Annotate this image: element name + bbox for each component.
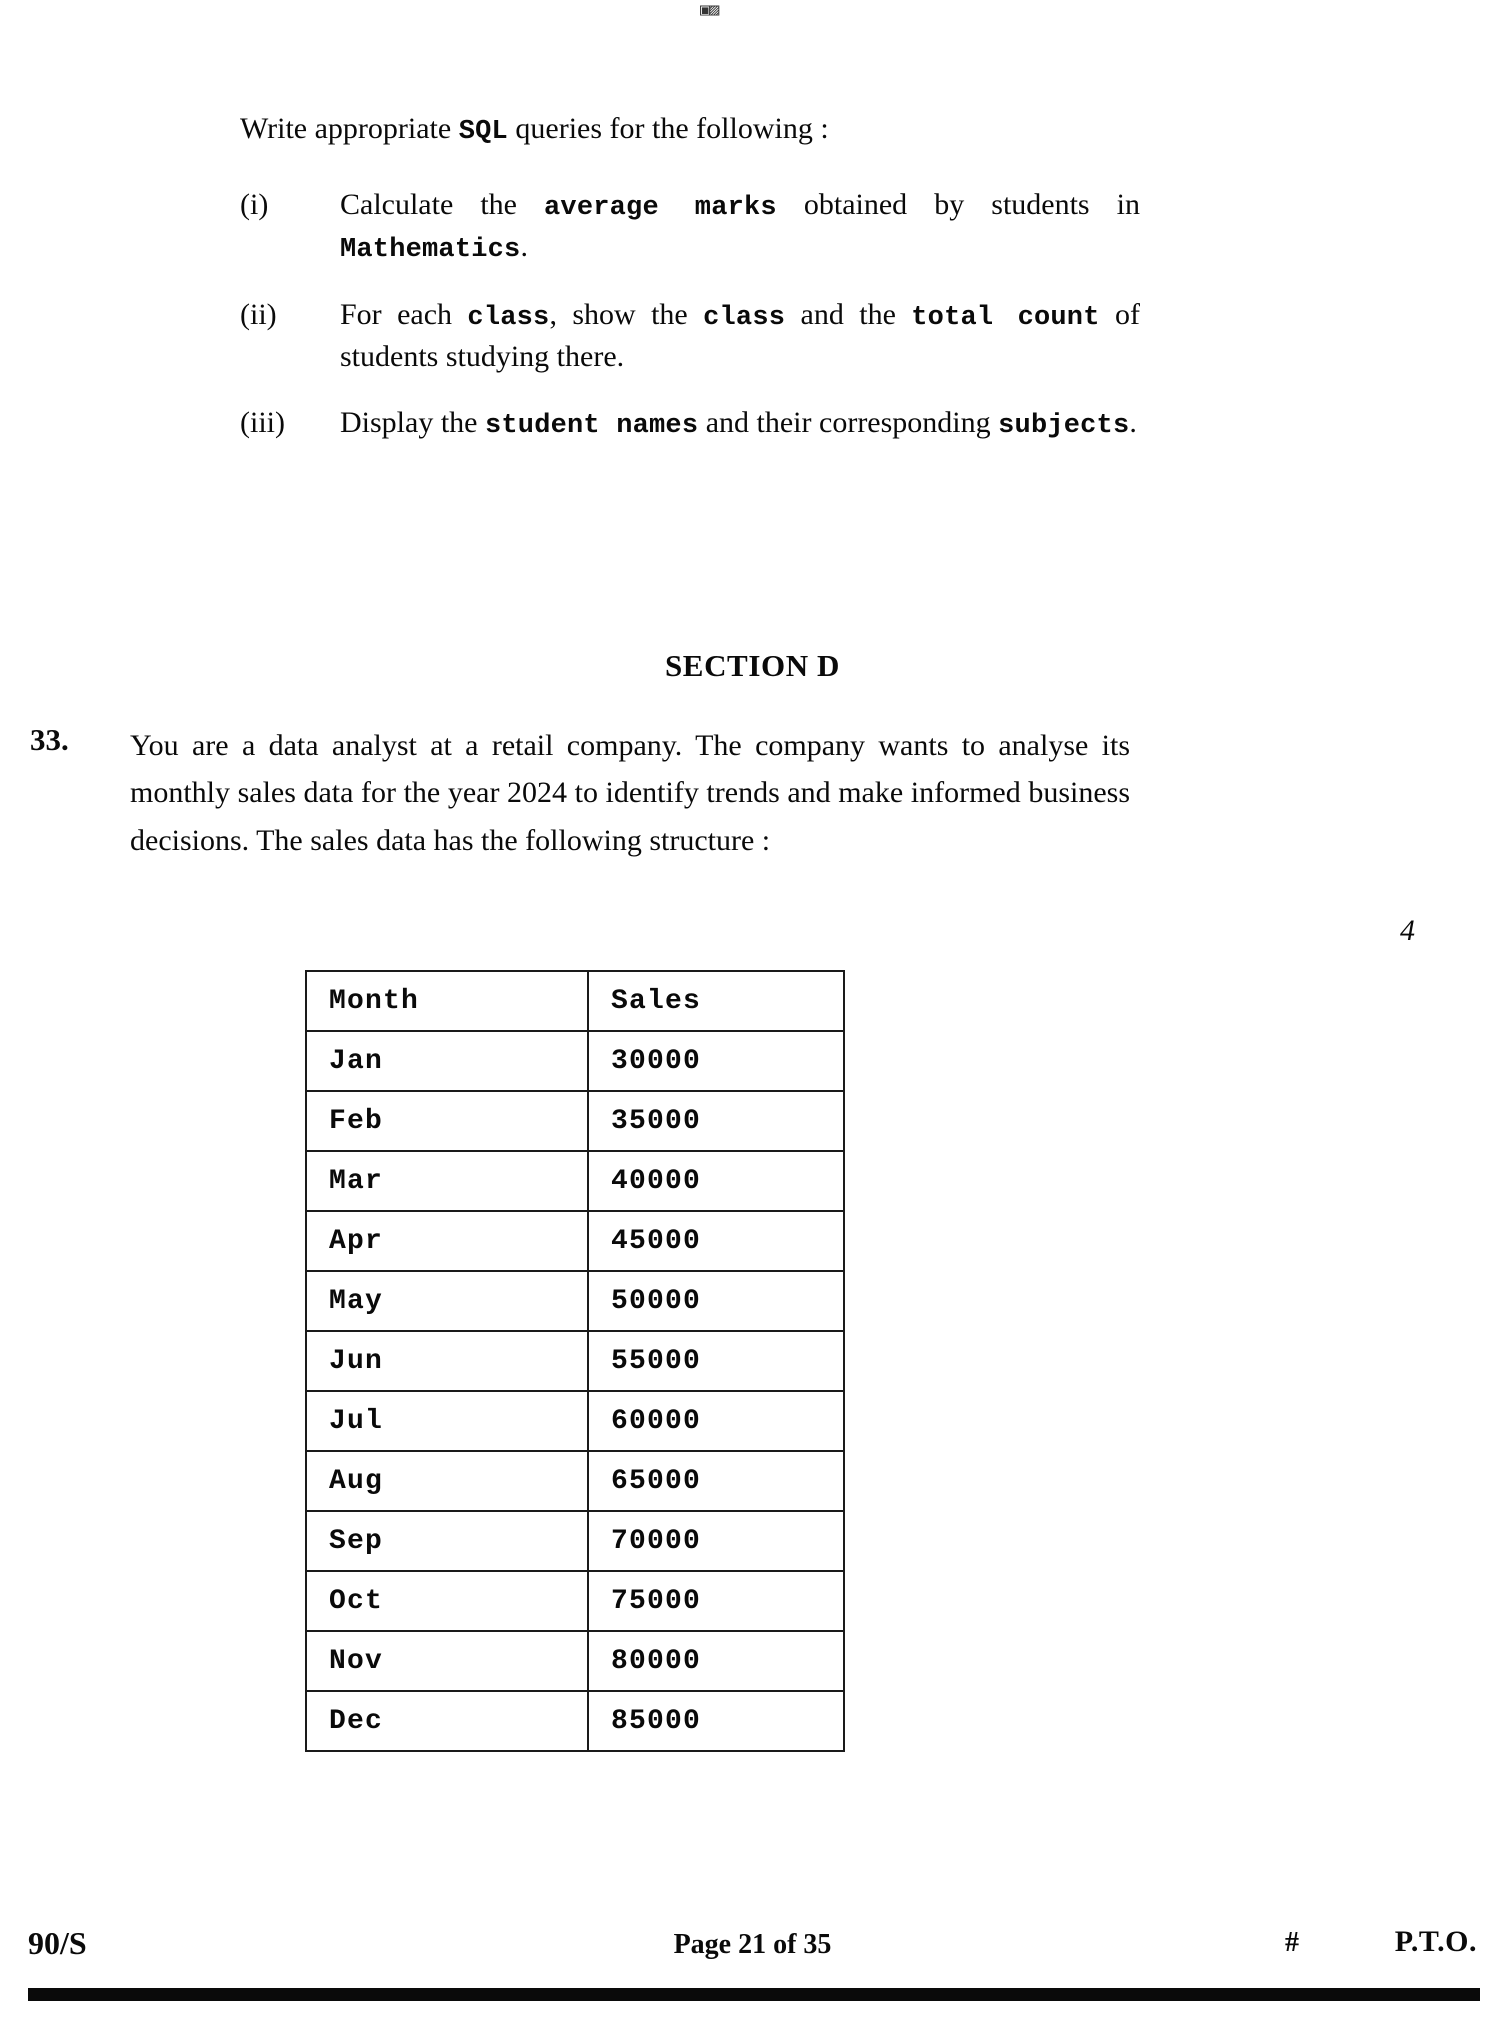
table-header-row xyxy=(306,971,844,1031)
intro-before: Write appropriate xyxy=(240,112,459,145)
sql-keyword: total count xyxy=(911,303,1100,334)
pto-label: P.T.O. xyxy=(1394,1925,1477,1958)
sql-keyword: class xyxy=(467,303,550,334)
table-row xyxy=(306,1631,844,1691)
sql-keyword: Mathematics xyxy=(340,234,521,265)
page-number: Page 21 of 35 xyxy=(673,1929,832,1960)
footer-rule xyxy=(28,1988,1480,2001)
table-cell-sales: 85000 xyxy=(588,1691,844,1751)
sub-question-fragment: For each xyxy=(340,298,468,332)
intro-line xyxy=(240,110,1080,149)
table-cell-sales: 30000 xyxy=(588,1031,844,1091)
intro-after: queries for the following : xyxy=(507,112,829,145)
question-number: 33. xyxy=(30,722,69,757)
table-row xyxy=(306,1331,844,1391)
sub-question-text xyxy=(340,403,1140,445)
table-row xyxy=(306,1691,844,1751)
sub-question-fragment: . xyxy=(520,229,528,263)
table-cell-sales: 55000 xyxy=(588,1331,844,1391)
paper-code: 90/S xyxy=(28,1925,87,1961)
sub-question-text xyxy=(340,185,1140,268)
sub-question-fragment: , show the xyxy=(549,298,704,332)
table-cell-month: Jul xyxy=(306,1391,588,1451)
sub-question-marker: (ii) xyxy=(240,298,277,332)
table-cell-month: Feb xyxy=(306,1091,588,1151)
table-cell-month: Nov xyxy=(306,1631,588,1691)
table-cell-sales: 50000 xyxy=(588,1271,844,1331)
sub-question-marker: (i) xyxy=(240,188,269,221)
question-33 xyxy=(30,722,1470,947)
sub-question-fragment: Calculate the xyxy=(340,188,545,221)
hash-mark: # xyxy=(1285,1927,1299,1958)
page-footer xyxy=(0,1925,1505,1985)
sales-table-body xyxy=(306,971,844,1751)
sql-keyword: student names xyxy=(484,411,699,442)
table-row xyxy=(306,1391,844,1451)
table-cell-month: Aug xyxy=(306,1451,588,1511)
sub-question-item xyxy=(240,185,1140,268)
table-cell-month: Sep xyxy=(306,1511,588,1571)
table-cell-sales: 40000 xyxy=(588,1151,844,1211)
sub-question-fragment: obtained by students in xyxy=(776,188,1140,221)
table-cell-sales: 35000 xyxy=(588,1091,844,1151)
table-row xyxy=(306,1211,844,1271)
sub-question-fragment: . xyxy=(1129,406,1137,440)
intro-keyword: SQL xyxy=(458,117,508,147)
sub-question-marker: (iii) xyxy=(240,406,285,440)
table-header-cell: Sales xyxy=(588,971,844,1031)
qr-code-mark: ▣▨ xyxy=(700,0,719,20)
question-text: You are a data analyst at a retail company. The company wants to analyse its monthly sales data for the year 2024 to identify trends and make informed business decisions. The sales data has the following structure : xyxy=(130,729,1130,857)
sql-keyword: class xyxy=(703,303,786,334)
sub-question-fragment: and their corresponding xyxy=(698,406,999,440)
table-cell-sales: 70000 xyxy=(588,1511,844,1571)
table-cell-month: Apr xyxy=(306,1211,588,1271)
table-cell-sales: 80000 xyxy=(588,1631,844,1691)
sub-question-fragment: Display the xyxy=(340,406,485,440)
marks-allocation: 4 xyxy=(1400,914,1415,947)
sub-question-list xyxy=(240,185,1140,472)
sub-question-fragment: and the xyxy=(785,298,912,332)
sub-question-fragment: of students studying there. xyxy=(340,298,1140,373)
table-header-cell: Month xyxy=(306,971,588,1031)
table-cell-sales: 45000 xyxy=(588,1211,844,1271)
table-cell-month: May xyxy=(306,1271,588,1331)
table-row xyxy=(306,1451,844,1511)
table-row xyxy=(306,1271,844,1331)
section-heading: SECTION D xyxy=(664,648,841,683)
table-row xyxy=(306,1031,844,1091)
table-row xyxy=(306,1151,844,1211)
table-cell-sales: 75000 xyxy=(588,1571,844,1631)
table-cell-sales: 60000 xyxy=(588,1391,844,1451)
table-cell-month: Mar xyxy=(306,1151,588,1211)
sql-keyword: average marks xyxy=(544,193,777,223)
table-cell-sales: 65000 xyxy=(588,1451,844,1511)
table-row xyxy=(306,1511,844,1571)
sql-keyword: subjects xyxy=(998,411,1130,442)
table-cell-month: Oct xyxy=(306,1571,588,1631)
sub-question-text xyxy=(340,295,1140,376)
sub-question-item xyxy=(240,403,1140,445)
sales-data-table xyxy=(305,970,845,1752)
table-cell-month: Jan xyxy=(306,1031,588,1091)
table-row xyxy=(306,1571,844,1631)
table-cell-month: Dec xyxy=(306,1691,588,1751)
sub-question-item xyxy=(240,295,1140,376)
table-row xyxy=(306,1091,844,1151)
table-cell-month: Jun xyxy=(306,1331,588,1391)
